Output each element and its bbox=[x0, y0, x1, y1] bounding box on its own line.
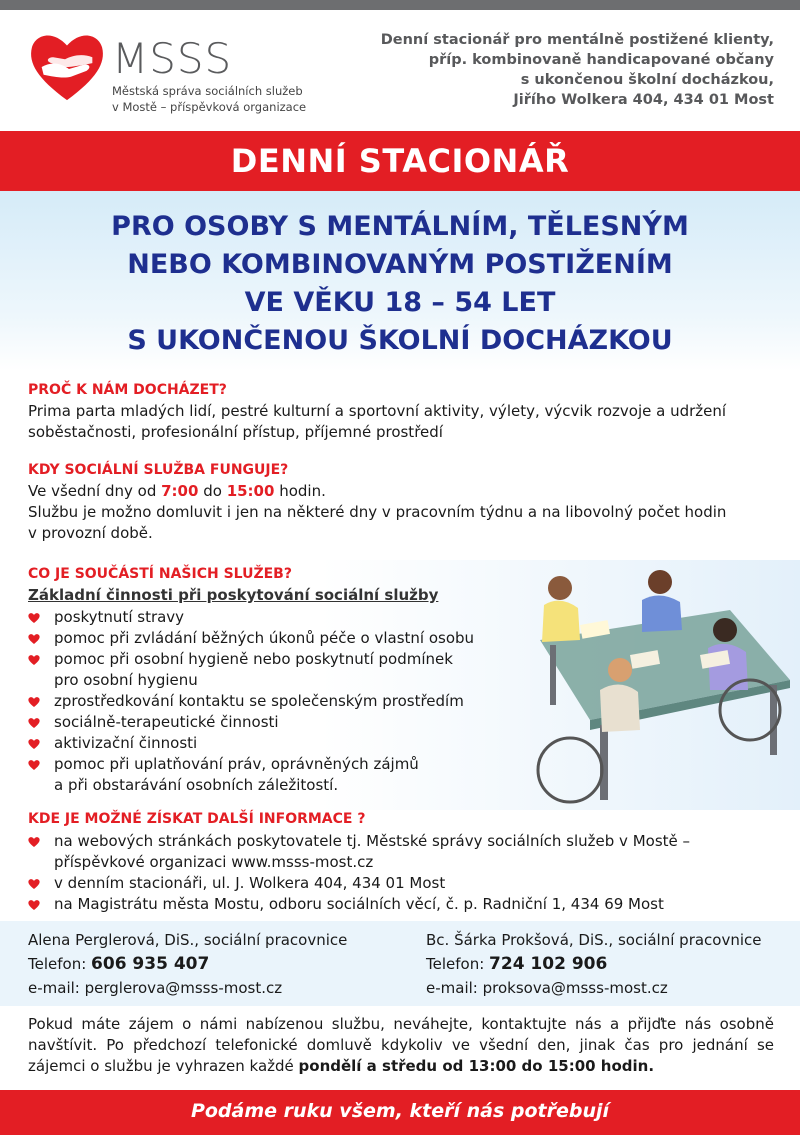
list-item-line-2: a při obstarávání osobních záležitostí. bbox=[54, 776, 339, 794]
contact-name: Alena Perglerová, DiS., sociální pracovnice bbox=[28, 931, 348, 949]
header-line-2: příp. kombinovaně handicapované občany bbox=[428, 52, 774, 68]
title-band bbox=[0, 131, 800, 191]
info-list bbox=[28, 831, 690, 915]
subtitle-line-3: VE VĚKU 18 – 54 LET bbox=[244, 287, 556, 318]
list-item bbox=[28, 712, 474, 733]
footer-band bbox=[0, 1090, 800, 1135]
logo-subtitle-1: Městská správa sociálních služeb bbox=[112, 84, 303, 98]
closing-body: Pokud máte zájem o námi nabízenou službu, neváhejte, kontaktujte nás a přijďte nás osobně navštívit. Po předchozí telefonické domluvě kdykoliv ve všední den, jinak čas pro jednání se zájemci o službu je vyhrazen každé bbox=[28, 1015, 774, 1075]
info-heading: KDE JE MOŽNÉ ZÍSKAT DALŠÍ INFORMACE ? bbox=[28, 811, 366, 827]
contact-perglerova bbox=[28, 928, 347, 1000]
list-item-line-1: poskytnutí stravy bbox=[54, 608, 185, 626]
list-item bbox=[28, 607, 474, 628]
list-item bbox=[28, 649, 474, 691]
list-item bbox=[28, 628, 474, 649]
closing-bold: pondělí a středu od 13:00 do 15:00 hodin. bbox=[298, 1057, 655, 1075]
list-item-line-1: aktivizační činnosti bbox=[54, 734, 198, 752]
contact-name: Bc. Šárka Prokšová, DiS., sociální pracovnice bbox=[426, 931, 762, 949]
list-item bbox=[28, 754, 474, 796]
when-line-1 bbox=[28, 481, 778, 502]
heart-bullet-icon bbox=[28, 633, 40, 645]
heart-bullet-icon bbox=[28, 759, 40, 771]
list-item-line-1: sociálně-terapeutické činnosti bbox=[54, 713, 279, 731]
heart-bullet-icon bbox=[28, 696, 40, 708]
logo-subtitle-2: v Mostě – příspěvková organizace bbox=[112, 100, 307, 114]
when-post: hodin. bbox=[274, 482, 326, 500]
list-item-line-1: pomoc při uplatňování práv, oprávněných zájmů bbox=[54, 755, 419, 773]
when-to: 15:00 bbox=[226, 482, 275, 500]
list-item bbox=[28, 894, 690, 915]
subtitle-line-4: S UKONČENOU ŠKOLNÍ DOCHÁZKOU bbox=[127, 325, 673, 356]
heart-bullet-icon bbox=[28, 717, 40, 729]
list-item bbox=[28, 831, 690, 873]
list-item-line-1: pomoc při zvládání běžných úkonů péče o vlastní osobu bbox=[54, 629, 475, 647]
heart-bullet-icon bbox=[28, 654, 40, 666]
contact-phone-row bbox=[426, 952, 762, 976]
header-line-1: Denní stacionář pro mentálně postižené klienty, bbox=[380, 32, 774, 48]
contact-proksova bbox=[426, 928, 762, 1000]
phone-label: Telefon: bbox=[28, 955, 92, 973]
list-item-line-2: pro osobní hygienu bbox=[54, 671, 198, 689]
when-line-3: v provozní době. bbox=[28, 524, 153, 542]
services-list bbox=[28, 607, 474, 796]
when-mid: do bbox=[198, 482, 227, 500]
list-item-line-1: na webových stránkách poskytovatele tj. Městské správy sociálních služeb v Mostě – bbox=[54, 832, 691, 850]
phone-number[interactable]: 724 102 906 bbox=[489, 954, 608, 974]
list-item bbox=[28, 873, 690, 894]
heart-bullet-icon bbox=[28, 899, 40, 911]
list-item-line-2: příspěvkové organizaci www.msss-most.cz bbox=[54, 853, 374, 871]
page-title: DENNÍ STACIONÁŘ bbox=[230, 142, 570, 180]
when-from: 7:00 bbox=[161, 482, 199, 500]
heart-bullet-icon bbox=[28, 738, 40, 750]
contact-email[interactable]: e-mail: proksova@msss-most.cz bbox=[426, 979, 668, 997]
phone-number[interactable]: 606 935 407 bbox=[91, 954, 210, 974]
list-item-line-1: pomoc při osobní hygieně nebo poskytnutí podmínek bbox=[54, 650, 453, 668]
closing-text bbox=[28, 1014, 774, 1077]
list-item-line-1: v denním stacionáři, ul. J. Wolkera 404, 434 01 Most bbox=[54, 874, 446, 892]
when-text bbox=[28, 481, 778, 544]
contact-phone-row bbox=[28, 952, 347, 976]
contact-email[interactable]: e-mail: perglerova@msss-most.cz bbox=[28, 979, 283, 997]
heart-bullet-icon bbox=[28, 612, 40, 624]
header-line-4: Jiřího Wolkera 404, 434 01 Most bbox=[513, 92, 774, 108]
phone-label: Telefon: bbox=[426, 955, 490, 973]
services-heading: CO JE SOUČÁSTÍ NAŠICH SLUŽEB? bbox=[28, 566, 292, 582]
subtitle-line-2: NEBO KOMBINOVANÝM POSTIŽENÍM bbox=[127, 249, 673, 280]
when-pre: Ve všední dny od bbox=[28, 482, 162, 500]
list-item bbox=[28, 691, 474, 712]
why-line-2: soběstačnosti, profesionální přístup, příjemné prostředí bbox=[28, 423, 443, 441]
list-item bbox=[28, 733, 474, 754]
msss-logo bbox=[28, 24, 318, 114]
subtitle bbox=[0, 208, 800, 360]
why-heading: PROČ K NÁM DOCHÁZET? bbox=[28, 382, 227, 398]
subtitle-line-1: PRO OSOBY S MENTÁLNÍM, TĚLESNÝM bbox=[111, 211, 689, 242]
why-line-1: Prima parta mladých lidí, pestré kulturní a sportovní aktivity, výlety, výcvik rozvoje a udržení bbox=[28, 402, 727, 420]
list-item-line-1: na Magistrátu města Mostu, odboru sociálních věcí, č. p. Radniční 1, 434 69 Most bbox=[54, 895, 664, 913]
people-at-table-illustration bbox=[520, 560, 800, 810]
list-item-line-1: zprostředkování kontaktu se společenským prostředím bbox=[54, 692, 464, 710]
header-line-3: s ukončenou školní docházkou, bbox=[520, 72, 774, 88]
heart-hands-logo-icon bbox=[28, 28, 106, 106]
header-address bbox=[374, 30, 774, 110]
when-line-2: Službu je možno domluvit i jen na některé dny v pracovním týdnu a na libovolný počet hodin bbox=[28, 503, 727, 521]
services-subheading: Základní činnosti při poskytování sociální služby bbox=[28, 586, 439, 604]
why-text bbox=[28, 401, 778, 443]
top-grey-bar bbox=[0, 0, 800, 10]
logo-title: MSSS bbox=[112, 34, 233, 83]
heart-bullet-icon bbox=[28, 836, 40, 848]
heart-bullet-icon bbox=[28, 878, 40, 890]
when-heading: KDY SOCIÁLNÍ SLUŽBA FUNGUJE? bbox=[28, 462, 289, 478]
footer-slogan: Podáme ruku všem, kteří nás potřebují bbox=[190, 1100, 610, 1122]
